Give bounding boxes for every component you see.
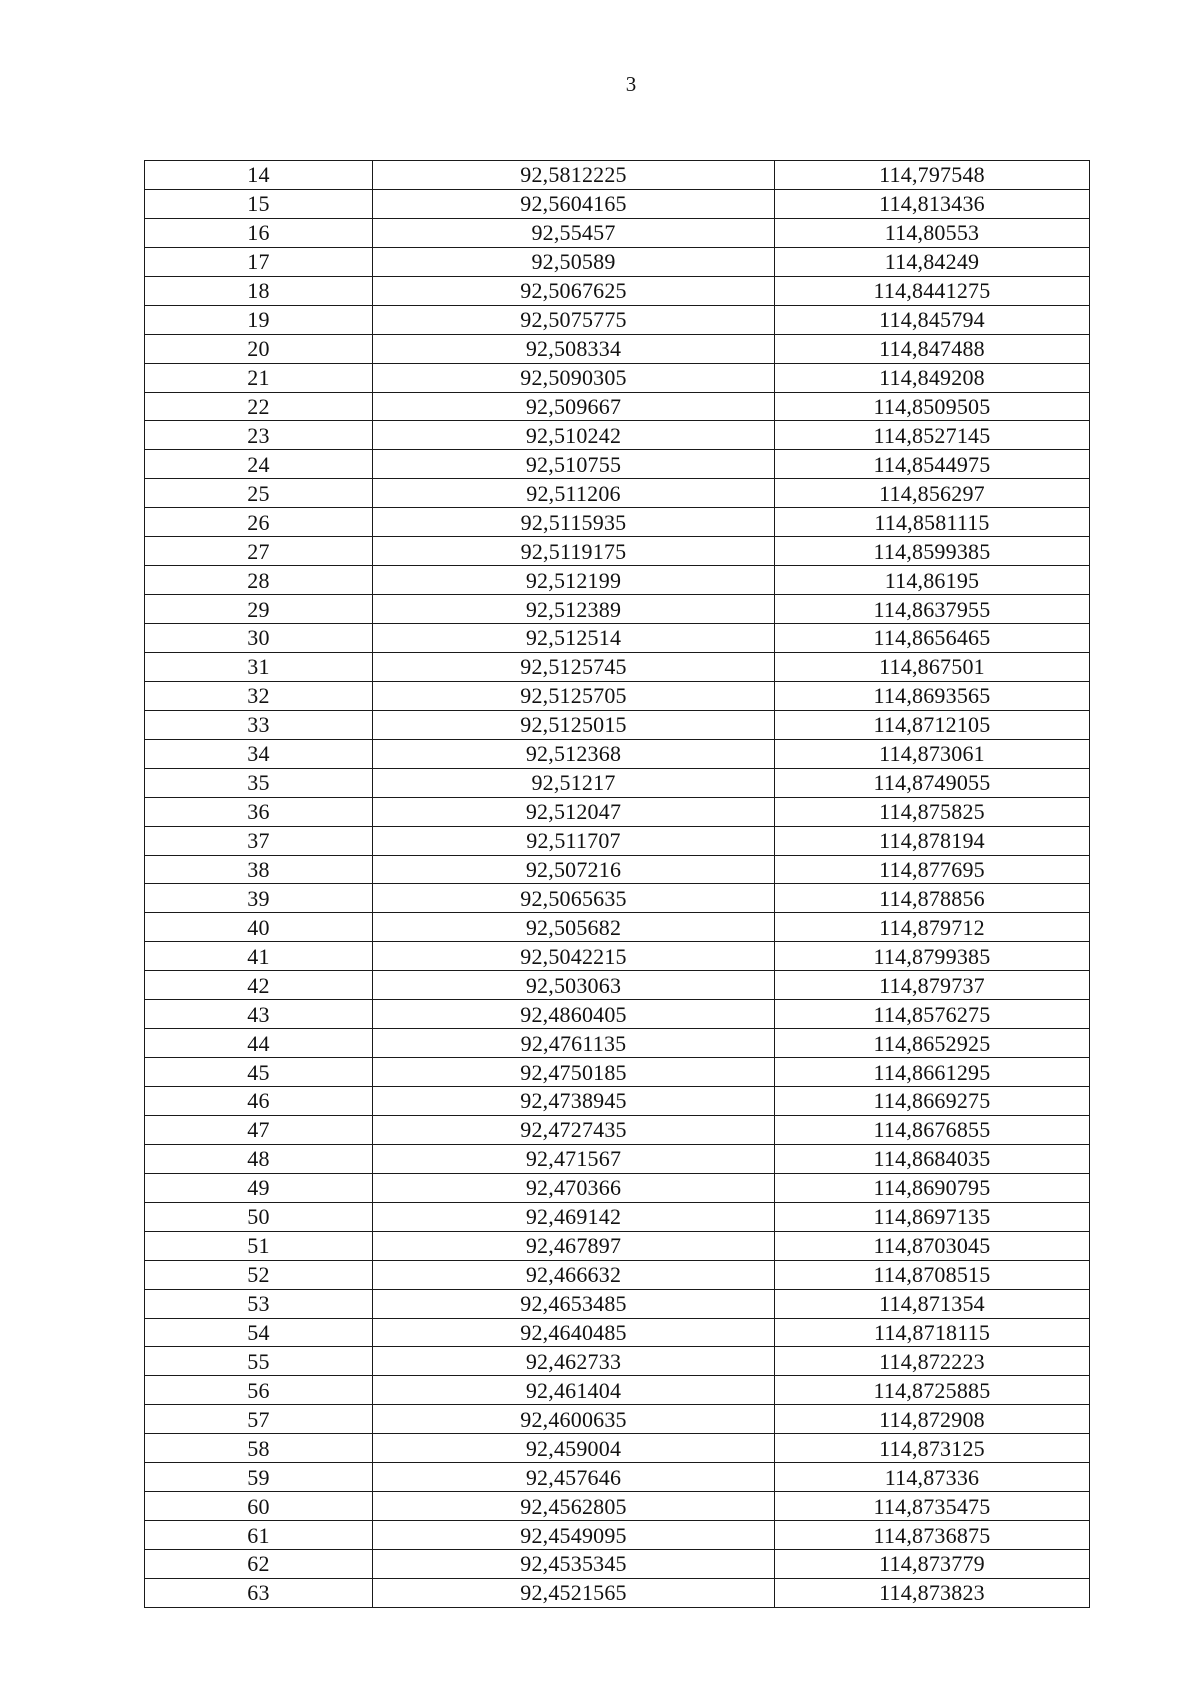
x-coordinate-cell: 92,511206	[373, 479, 775, 508]
x-coordinate-cell: 92,461404	[373, 1376, 775, 1405]
point-number-cell: 57	[145, 1405, 373, 1434]
table-row	[145, 537, 1090, 566]
point-number-cell: 44	[145, 1029, 373, 1058]
table-row	[145, 508, 1090, 537]
y-coordinate-cell: 114,877695	[775, 855, 1090, 884]
point-number-cell: 31	[145, 652, 373, 681]
table-row	[145, 942, 1090, 971]
point-number-cell: 16	[145, 218, 373, 247]
point-number-cell: 14	[145, 161, 373, 190]
y-coordinate-cell: 114,80553	[775, 218, 1090, 247]
point-number-cell: 39	[145, 884, 373, 913]
x-coordinate-cell: 92,4727435	[373, 1115, 775, 1144]
table-row	[145, 1029, 1090, 1058]
x-coordinate-cell: 92,510242	[373, 421, 775, 450]
y-coordinate-cell: 114,8735475	[775, 1492, 1090, 1521]
x-coordinate-cell: 92,4640485	[373, 1318, 775, 1347]
point-number-cell: 54	[145, 1318, 373, 1347]
point-number-cell: 25	[145, 479, 373, 508]
table-row	[145, 884, 1090, 913]
table-row	[145, 421, 1090, 450]
point-number-cell: 51	[145, 1231, 373, 1260]
x-coordinate-cell: 92,457646	[373, 1463, 775, 1492]
y-coordinate-cell: 114,8693565	[775, 681, 1090, 710]
x-coordinate-cell: 92,4549095	[373, 1521, 775, 1550]
y-coordinate-cell: 114,872223	[775, 1347, 1090, 1376]
y-coordinate-cell: 114,8581115	[775, 508, 1090, 537]
x-coordinate-cell: 92,509667	[373, 392, 775, 421]
x-coordinate-cell: 92,5090305	[373, 363, 775, 392]
table-row	[145, 1434, 1090, 1463]
x-coordinate-cell: 92,512199	[373, 566, 775, 595]
y-coordinate-cell: 114,86195	[775, 566, 1090, 595]
y-coordinate-cell: 114,8599385	[775, 537, 1090, 566]
y-coordinate-cell: 114,8749055	[775, 768, 1090, 797]
x-coordinate-cell: 92,467897	[373, 1231, 775, 1260]
y-coordinate-cell: 114,847488	[775, 334, 1090, 363]
table-row	[145, 768, 1090, 797]
x-coordinate-cell: 92,55457	[373, 218, 775, 247]
x-coordinate-cell: 92,471567	[373, 1144, 775, 1173]
y-coordinate-cell: 114,856297	[775, 479, 1090, 508]
point-number-cell: 61	[145, 1521, 373, 1550]
table-row	[145, 479, 1090, 508]
x-coordinate-cell: 92,507216	[373, 855, 775, 884]
x-coordinate-cell: 92,5125745	[373, 652, 775, 681]
point-number-cell: 58	[145, 1434, 373, 1463]
point-number-cell: 28	[145, 566, 373, 595]
table-row	[145, 1231, 1090, 1260]
table-row	[145, 681, 1090, 710]
table-row	[145, 189, 1090, 218]
point-number-cell: 42	[145, 971, 373, 1000]
table-row	[145, 1578, 1090, 1607]
y-coordinate-cell: 114,797548	[775, 161, 1090, 190]
point-number-cell: 53	[145, 1289, 373, 1318]
y-coordinate-cell: 114,8676855	[775, 1115, 1090, 1144]
point-number-cell: 32	[145, 681, 373, 710]
x-coordinate-cell: 92,510755	[373, 450, 775, 479]
table-row	[145, 1087, 1090, 1116]
y-coordinate-cell: 114,8697135	[775, 1202, 1090, 1231]
table-row	[145, 1463, 1090, 1492]
x-coordinate-cell: 92,508334	[373, 334, 775, 363]
y-coordinate-cell: 114,8712105	[775, 710, 1090, 739]
y-coordinate-cell: 114,873125	[775, 1434, 1090, 1463]
point-number-cell: 55	[145, 1347, 373, 1376]
x-coordinate-cell: 92,4860405	[373, 1000, 775, 1029]
point-number-cell: 43	[145, 1000, 373, 1029]
x-coordinate-cell: 92,5042215	[373, 942, 775, 971]
y-coordinate-cell: 114,871354	[775, 1289, 1090, 1318]
table-row	[145, 1144, 1090, 1173]
table-row	[145, 652, 1090, 681]
y-coordinate-cell: 114,849208	[775, 363, 1090, 392]
table-row	[145, 1347, 1090, 1376]
y-coordinate-cell: 114,8652925	[775, 1029, 1090, 1058]
table-row	[145, 797, 1090, 826]
point-number-cell: 33	[145, 710, 373, 739]
point-number-cell: 46	[145, 1087, 373, 1116]
x-coordinate-cell: 92,5812225	[373, 161, 775, 190]
y-coordinate-cell: 114,87336	[775, 1463, 1090, 1492]
table-row	[145, 624, 1090, 653]
point-number-cell: 40	[145, 913, 373, 942]
point-number-cell: 41	[145, 942, 373, 971]
point-number-cell: 21	[145, 363, 373, 392]
y-coordinate-cell: 114,8669275	[775, 1087, 1090, 1116]
x-coordinate-cell: 92,505682	[373, 913, 775, 942]
y-coordinate-cell: 114,873779	[775, 1550, 1090, 1579]
table-row	[145, 161, 1090, 190]
point-number-cell: 26	[145, 508, 373, 537]
y-coordinate-cell: 114,8656465	[775, 624, 1090, 653]
point-number-cell: 50	[145, 1202, 373, 1231]
table-row	[145, 1289, 1090, 1318]
point-number-cell: 22	[145, 392, 373, 421]
table-row	[145, 1173, 1090, 1202]
point-number-cell: 47	[145, 1115, 373, 1144]
table-row	[145, 826, 1090, 855]
point-number-cell: 24	[145, 450, 373, 479]
table-row	[145, 1000, 1090, 1029]
y-coordinate-cell: 114,8576275	[775, 1000, 1090, 1029]
point-number-cell: 49	[145, 1173, 373, 1202]
x-coordinate-cell: 92,512389	[373, 595, 775, 624]
point-number-cell: 17	[145, 247, 373, 276]
table-row	[145, 450, 1090, 479]
x-coordinate-cell: 92,5125015	[373, 710, 775, 739]
y-coordinate-cell: 114,8544975	[775, 450, 1090, 479]
x-coordinate-cell: 92,5604165	[373, 189, 775, 218]
y-coordinate-cell: 114,878856	[775, 884, 1090, 913]
x-coordinate-cell: 92,470366	[373, 1173, 775, 1202]
x-coordinate-cell: 92,469142	[373, 1202, 775, 1231]
y-coordinate-cell: 114,8708515	[775, 1260, 1090, 1289]
x-coordinate-cell: 92,459004	[373, 1434, 775, 1463]
y-coordinate-cell: 114,8718115	[775, 1318, 1090, 1347]
y-coordinate-cell: 114,8509505	[775, 392, 1090, 421]
x-coordinate-cell: 92,4738945	[373, 1087, 775, 1116]
table-row	[145, 971, 1090, 1000]
table-row	[145, 247, 1090, 276]
table-row	[145, 363, 1090, 392]
x-coordinate-cell: 92,5125705	[373, 681, 775, 710]
table-row	[145, 566, 1090, 595]
table-row	[145, 1550, 1090, 1579]
table-row	[145, 1492, 1090, 1521]
y-coordinate-cell: 114,867501	[775, 652, 1090, 681]
x-coordinate-cell: 92,4521565	[373, 1578, 775, 1607]
table-row	[145, 1202, 1090, 1231]
x-coordinate-cell: 92,466632	[373, 1260, 775, 1289]
y-coordinate-cell: 114,878194	[775, 826, 1090, 855]
y-coordinate-cell: 114,872908	[775, 1405, 1090, 1434]
x-coordinate-cell: 92,51217	[373, 768, 775, 797]
point-number-cell: 45	[145, 1058, 373, 1087]
table-row	[145, 1405, 1090, 1434]
y-coordinate-cell: 114,8799385	[775, 942, 1090, 971]
x-coordinate-cell: 92,462733	[373, 1347, 775, 1376]
x-coordinate-cell: 92,5119175	[373, 537, 775, 566]
table-row	[145, 1376, 1090, 1405]
point-number-cell: 19	[145, 305, 373, 334]
x-coordinate-cell: 92,4562805	[373, 1492, 775, 1521]
table-row	[145, 1260, 1090, 1289]
y-coordinate-cell: 114,8684035	[775, 1144, 1090, 1173]
page-number: 3	[625, 72, 637, 96]
x-coordinate-cell: 92,5115935	[373, 508, 775, 537]
x-coordinate-cell: 92,512047	[373, 797, 775, 826]
point-number-cell: 20	[145, 334, 373, 363]
point-number-cell: 23	[145, 421, 373, 450]
y-coordinate-cell: 114,873823	[775, 1578, 1090, 1607]
coordinates-table-body	[145, 161, 1090, 1608]
point-number-cell: 18	[145, 276, 373, 305]
point-number-cell: 62	[145, 1550, 373, 1579]
point-number-cell: 52	[145, 1260, 373, 1289]
point-number-cell: 15	[145, 189, 373, 218]
x-coordinate-cell: 92,4750185	[373, 1058, 775, 1087]
point-number-cell: 27	[145, 537, 373, 566]
x-coordinate-cell: 92,4600635	[373, 1405, 775, 1434]
y-coordinate-cell: 114,8661295	[775, 1058, 1090, 1087]
y-coordinate-cell: 114,879737	[775, 971, 1090, 1000]
table-row	[145, 218, 1090, 247]
table-row	[145, 1115, 1090, 1144]
y-coordinate-cell: 114,873061	[775, 739, 1090, 768]
y-coordinate-cell: 114,8527145	[775, 421, 1090, 450]
y-coordinate-cell: 114,8441275	[775, 276, 1090, 305]
x-coordinate-cell: 92,5075775	[373, 305, 775, 334]
table-row	[145, 1318, 1090, 1347]
y-coordinate-cell: 114,8690795	[775, 1173, 1090, 1202]
y-coordinate-cell: 114,8725885	[775, 1376, 1090, 1405]
x-coordinate-cell: 92,4761135	[373, 1029, 775, 1058]
y-coordinate-cell: 114,8637955	[775, 595, 1090, 624]
y-coordinate-cell: 114,8703045	[775, 1231, 1090, 1260]
x-coordinate-cell: 92,512368	[373, 739, 775, 768]
x-coordinate-cell: 92,4653485	[373, 1289, 775, 1318]
coordinates-table	[144, 160, 1090, 1608]
x-coordinate-cell: 92,5065635	[373, 884, 775, 913]
point-number-cell: 37	[145, 826, 373, 855]
point-number-cell: 56	[145, 1376, 373, 1405]
point-number-cell: 29	[145, 595, 373, 624]
x-coordinate-cell: 92,50589	[373, 247, 775, 276]
y-coordinate-cell: 114,8736875	[775, 1521, 1090, 1550]
table-row	[145, 855, 1090, 884]
x-coordinate-cell: 92,511707	[373, 826, 775, 855]
table-row	[145, 710, 1090, 739]
y-coordinate-cell: 114,875825	[775, 797, 1090, 826]
table-row	[145, 392, 1090, 421]
table-row	[145, 276, 1090, 305]
point-number-cell: 35	[145, 768, 373, 797]
point-number-cell: 34	[145, 739, 373, 768]
table-row	[145, 595, 1090, 624]
table-row	[145, 739, 1090, 768]
x-coordinate-cell: 92,503063	[373, 971, 775, 1000]
table-row	[145, 1058, 1090, 1087]
y-coordinate-cell: 114,845794	[775, 305, 1090, 334]
table-row	[145, 334, 1090, 363]
point-number-cell: 60	[145, 1492, 373, 1521]
x-coordinate-cell: 92,512514	[373, 624, 775, 653]
point-number-cell: 59	[145, 1463, 373, 1492]
y-coordinate-cell: 114,813436	[775, 189, 1090, 218]
point-number-cell: 38	[145, 855, 373, 884]
point-number-cell: 48	[145, 1144, 373, 1173]
table-row	[145, 913, 1090, 942]
table-row	[145, 305, 1090, 334]
y-coordinate-cell: 114,84249	[775, 247, 1090, 276]
x-coordinate-cell: 92,5067625	[373, 276, 775, 305]
point-number-cell: 63	[145, 1578, 373, 1607]
x-coordinate-cell: 92,4535345	[373, 1550, 775, 1579]
point-number-cell: 36	[145, 797, 373, 826]
point-number-cell: 30	[145, 624, 373, 653]
table-row	[145, 1521, 1090, 1550]
y-coordinate-cell: 114,879712	[775, 913, 1090, 942]
